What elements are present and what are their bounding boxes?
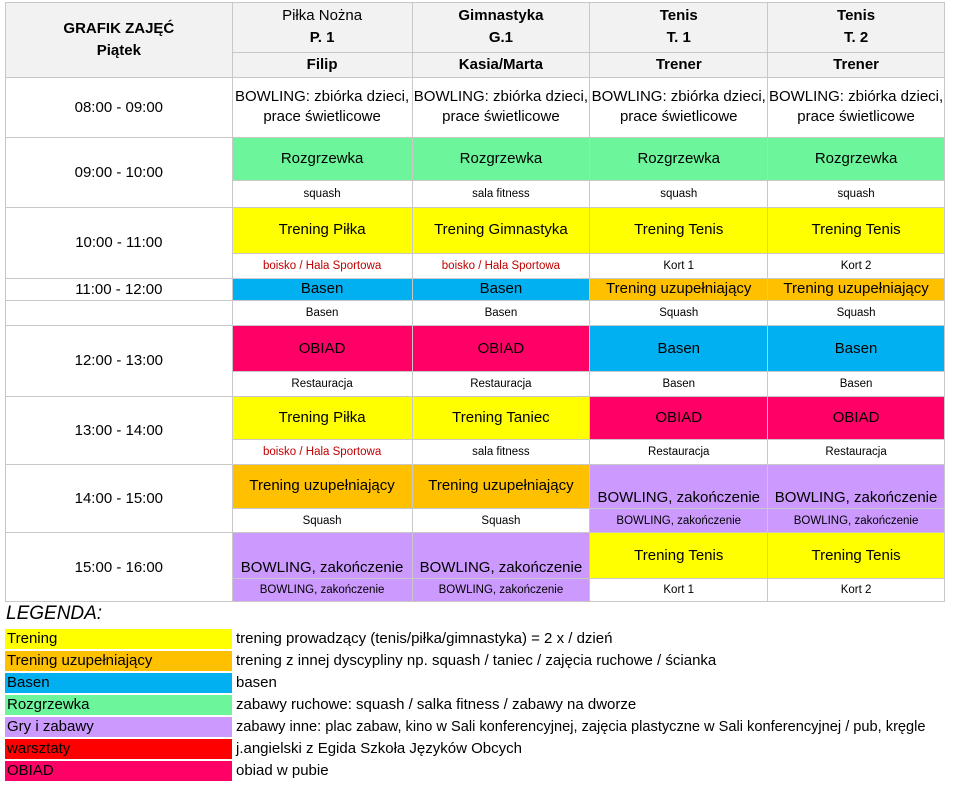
location-cell: boisko / Hala Sportowa	[412, 253, 590, 278]
activity-cell: BOWLING, zakończenie	[412, 533, 590, 579]
location-cell: Restauracja	[768, 440, 945, 465]
legend-description: trening z innej dyscypliny np. squash / taniec / zajęcia ruchowe / ścianka	[236, 652, 717, 669]
activity-cell: BOWLING, zakończenie	[232, 533, 412, 579]
location-cell: boisko / Hala Sportowa	[232, 253, 412, 278]
location-cell: squash	[232, 181, 412, 208]
time-slot: 08:00 - 09:00	[6, 77, 233, 137]
location-cell: sala fitness	[412, 181, 590, 208]
activity-cell: Trening Tenis	[768, 533, 945, 579]
activity-cell: Trening uzupełniający	[590, 278, 768, 301]
legend-row	[5, 694, 960, 716]
legend-description: basen	[236, 674, 277, 691]
schedule-title-cell	[6, 3, 233, 78]
time-slot: 14:00 - 15:00	[6, 465, 233, 533]
column-header-2	[412, 3, 590, 53]
legend	[5, 628, 960, 782]
legend-key: Rozgrzewka	[5, 695, 232, 715]
time-slot-spacer	[6, 301, 233, 326]
activity-cell: Basen	[590, 326, 768, 372]
legend-key: warsztaty	[5, 739, 232, 759]
location-cell: Kort 1	[590, 579, 768, 602]
legend-key: Gry i zabawy	[5, 717, 232, 737]
location-cell: BOWLING, zakończenie	[412, 579, 590, 602]
column-group: P. 1	[309, 29, 335, 47]
location-cell: boisko / Hala Sportowa	[232, 440, 412, 465]
legend-key: Basen	[5, 673, 232, 693]
location-cell: Kort 2	[768, 579, 945, 602]
column-discipline: Gimnastyka	[458, 7, 544, 25]
legend-row	[5, 672, 960, 694]
location-cell: Squash	[768, 301, 945, 326]
schedule-table	[5, 2, 945, 602]
location-cell: BOWLING, zakończenie	[232, 579, 412, 602]
activity-cell: Trening Tenis	[590, 208, 768, 254]
legend-row	[5, 760, 960, 782]
activity-cell: Rozgrzewka	[590, 137, 768, 181]
location-cell: sala fitness	[412, 440, 590, 465]
column-trainer: Trener	[590, 52, 768, 77]
location-cell: Basen	[412, 301, 590, 326]
activity-cell: Rozgrzewka	[768, 137, 945, 181]
time-slot: 12:00 - 13:00	[6, 326, 233, 396]
location-cell: Kort 2	[768, 253, 945, 278]
column-group: T. 1	[666, 29, 691, 47]
location-cell: Restauracja	[590, 440, 768, 465]
legend-row	[5, 650, 960, 672]
legend-description: trening prowadzący (tenis/piłka/gimnastyka) = 2 x / dzień	[236, 630, 613, 647]
location-cell: squash	[768, 181, 945, 208]
legend-key: Trening	[5, 629, 232, 649]
legend-row	[5, 738, 960, 760]
legend-description: j.angielski z Egida Szkoła Języków Obcych	[236, 740, 522, 757]
legend-description: zabawy inne: plac zabaw, kino w Sali konferencyjnej, zajęcia plastyczne w Sali konferencyjnej / pub, kręgle	[236, 719, 926, 735]
schedule-title: GRAFIK ZAJĘĆ	[63, 19, 175, 37]
activity-cell: OBIAD	[590, 396, 768, 440]
column-discipline: Tenis	[659, 7, 698, 25]
time-slot: 09:00 - 10:00	[6, 137, 233, 207]
time-slot: 10:00 - 11:00	[6, 208, 233, 278]
legend-description: obiad w pubie	[236, 762, 329, 779]
column-group: T. 2	[843, 29, 869, 47]
activity-cell: Rozgrzewka	[232, 137, 412, 181]
location-cell: Kort 1	[590, 253, 768, 278]
activity-cell: BOWLING: zbiórka dzieci, prace świetlicowe	[768, 77, 945, 137]
column-discipline: Tenis	[837, 7, 876, 25]
activity-cell: Trening Tenis	[590, 533, 768, 579]
activity-cell: OBIAD	[768, 396, 945, 440]
time-slot: 11:00 - 12:00	[6, 278, 233, 301]
location-cell: Basen	[232, 301, 412, 326]
legend-row	[5, 628, 960, 650]
activity-cell: BOWLING: zbiórka dzieci, prace świetlicowe	[412, 77, 590, 137]
column-trainer: Filip	[232, 52, 412, 77]
activity-cell: BOWLING, zakończenie	[768, 465, 945, 509]
column-trainer: Kasia/Marta	[412, 52, 590, 77]
activity-cell: OBIAD	[232, 326, 412, 372]
activity-cell: Trening Taniec	[412, 396, 590, 440]
legend-row	[5, 716, 960, 738]
schedule-day: Piątek	[96, 41, 141, 59]
column-header-4	[768, 3, 945, 53]
activity-cell: Trening Piłka	[232, 396, 412, 440]
location-cell: Squash	[590, 301, 768, 326]
activity-cell: OBIAD	[412, 326, 590, 372]
location-cell: Restauracja	[232, 371, 412, 396]
location-cell: BOWLING, zakończenie	[768, 508, 945, 533]
activity-cell: Basen	[768, 326, 945, 372]
time-slot: 13:00 - 14:00	[6, 396, 233, 464]
location-cell: Squash	[412, 508, 590, 533]
location-cell: Squash	[232, 508, 412, 533]
time-slot: 15:00 - 16:00	[6, 533, 233, 602]
activity-cell: Trening Gimnastyka	[412, 208, 590, 254]
activity-cell: Rozgrzewka	[412, 137, 590, 181]
location-cell: Restauracja	[412, 371, 590, 396]
column-header-3	[590, 3, 768, 53]
activity-cell: Basen	[412, 278, 590, 301]
activity-cell: Trening uzupełniający	[768, 278, 945, 301]
activity-cell: BOWLING: zbiórka dzieci, prace świetlicowe	[232, 77, 412, 137]
activity-cell: Trening Piłka	[232, 208, 412, 254]
activity-cell: Trening uzupełniający	[412, 465, 590, 509]
activity-cell: BOWLING: zbiórka dzieci, prace świetlicowe	[590, 77, 768, 137]
legend-title: LEGENDA:	[6, 603, 103, 624]
column-group: G.1	[488, 29, 513, 47]
column-discipline: Piłka Nożna	[282, 7, 363, 25]
location-cell: BOWLING, zakończenie	[590, 508, 768, 533]
legend-key: OBIAD	[5, 761, 232, 781]
activity-cell: Trening Tenis	[768, 208, 945, 254]
location-cell: Basen	[590, 371, 768, 396]
activity-cell: BOWLING, zakończenie	[590, 465, 768, 509]
legend-key: Trening uzupełniający	[5, 651, 232, 671]
activity-cell: Trening uzupełniający	[232, 465, 412, 509]
column-header-1	[232, 3, 412, 53]
location-cell: Basen	[768, 371, 945, 396]
column-trainer: Trener	[768, 52, 945, 77]
legend-description: zabawy ruchowe: squash / salka fitness / zabawy na dworze	[236, 696, 637, 713]
activity-cell: Basen	[232, 278, 412, 301]
location-cell: squash	[590, 181, 768, 208]
